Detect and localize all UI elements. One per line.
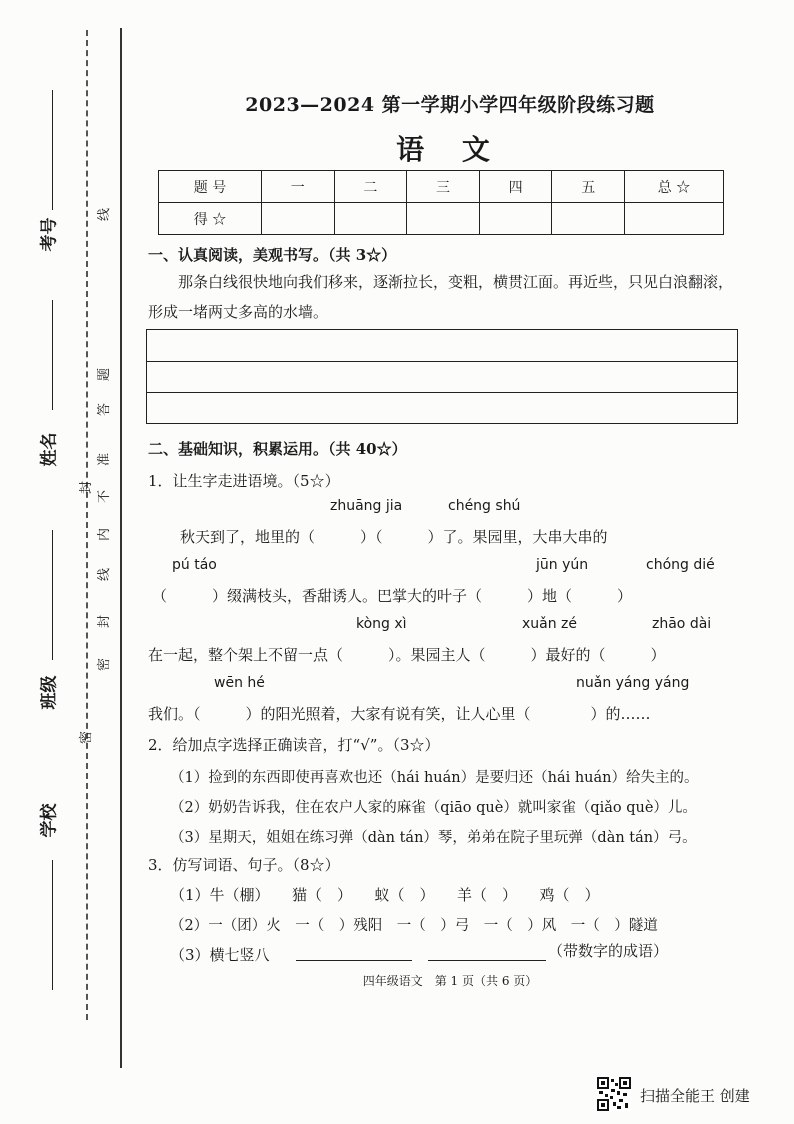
pinyin: pú táo [172,557,217,573]
school-label: 学校 [39,803,60,838]
score-entry-cell[interactable] [625,203,724,235]
seal-char: 题 [97,367,113,382]
pinyin: kòng xì [356,616,407,632]
q2-title: 2．给加点字选择正确读音，打“√”。（3☆） [148,736,440,754]
pinyin: wēn hé [214,675,265,691]
section1-heading: 一、认真阅读，美观书写。（共 3☆） [148,246,397,264]
q2-item: （2）奶奶告诉我，住在农户人家的麻雀（qiāo què）就叫家雀（qiǎo què）儿。 [170,800,697,816]
answer-blank[interactable] [428,960,546,961]
score-entry-cell[interactable] [552,203,625,235]
q3-item: （1）牛（棚） 猫（ ） 蚁（ ） 羊（ ） 鸡（ ） [170,886,600,904]
score-table-header-row [159,171,724,203]
q1-text-line: 在一起，整个架上不留一点（ ）。果园主人（ ）最好的（ ） [148,646,666,664]
table-cell: 二 [334,171,407,203]
qr-code-icon [597,1077,631,1111]
q3-item3-suffix: （带数字的成语） [548,942,669,960]
seal-char: 密 [97,657,113,672]
seal-char: 内 [97,527,113,542]
class-underline [52,530,53,660]
pinyin: zhāo dài [652,616,712,632]
name-underline [52,300,53,410]
q2-item: （3）星期天，姐姐在练习弹（dàn tán）琴，弟弟在院子里玩弹（dàn tán）弓。 [170,830,697,846]
name-label: 姓名 [39,432,60,467]
seal-char: 线 [97,567,113,582]
score-entry-cell[interactable] [262,203,335,235]
seal-char: 密 [79,730,95,745]
scanner-brand-text: 扫描全能王 创建 [640,1087,750,1105]
exam-title: 2023—2024 第一学期小学四年级阶段练习题 [245,94,655,116]
score-entry-cell[interactable] [334,203,407,235]
q1-title: 1．让生字走进语境。（5☆） [148,472,340,490]
margin-line [120,28,122,1068]
pinyin: chóng dié [646,557,715,573]
section2-heading: 二、基础知识，积累运用。（共 40☆） [148,440,407,458]
table-cell: 五 [552,171,625,203]
table-cell: 四 [479,171,552,203]
seal-char: 封 [79,480,95,495]
q3-item: （2）一（团）火 一（ ）残阳 一（ ）弓 一（ ）风 一（ ）隧道 [170,918,658,934]
writing-rule [147,361,737,362]
page-footer: 四年级语文 第 1 页（共 6 页） [362,974,538,988]
q3-title: 3．仿写词语、句子。（8☆） [148,856,340,874]
q1-text-line: 秋天到了，地里的（ ）（ ）了。果园里，大串大串的 [180,528,608,546]
q1-text-line: 我们。（ ）的阳光照着，大家有说有笑，让人心里（ ）的…… [148,705,651,723]
class-label: 班级 [39,675,60,710]
section1-passage: 那条白线很快地向我们移来，逐渐拉长，变粗，横贯江面。再近些，只见白浪翻滚，形成一堵两丈多高的水墙。 [148,273,734,321]
table-cell: 一 [262,171,335,203]
seal-char: 准 [97,452,113,467]
answer-blank[interactable] [296,960,412,961]
seal-char: 线 [97,207,113,222]
q2-item: （1）捡到的东西即使再喜欢也还（hái huán）是要归还（hái huán）给失主的。 [170,770,699,786]
seal-dashed-line [86,30,88,1020]
subject-title: 语 文 [396,133,504,166]
q1-text-line: （ ）缀满枝头，香甜诱人。巴掌大的叶子（ ）地（ ） [152,587,633,605]
school-underline [52,860,53,990]
pinyin: nuǎn yáng yáng [576,675,690,691]
pinyin: chéng shú [448,498,521,514]
score-table [158,170,724,235]
table-cell: 总 ☆ [625,171,724,203]
table-cell: 得 ☆ [159,203,262,235]
seal-char: 答 [97,402,113,417]
seal-char: 不 [97,489,113,504]
pinyin: jūn yún [536,557,589,573]
handwriting-box[interactable] [146,329,738,424]
exam-no-label: 考号 [39,217,60,252]
pinyin: xuǎn zé [522,616,578,632]
writing-rule [147,392,737,393]
score-table-score-row [159,203,724,235]
exam-no-underline [52,90,53,210]
q3-item: （3）横七竖八 [170,946,270,964]
score-entry-cell[interactable] [479,203,552,235]
table-cell: 三 [407,171,480,203]
score-entry-cell[interactable] [407,203,480,235]
table-cell: 题 号 [159,171,262,203]
pinyin: zhuāng jia [330,498,403,514]
seal-char: 封 [97,614,113,629]
